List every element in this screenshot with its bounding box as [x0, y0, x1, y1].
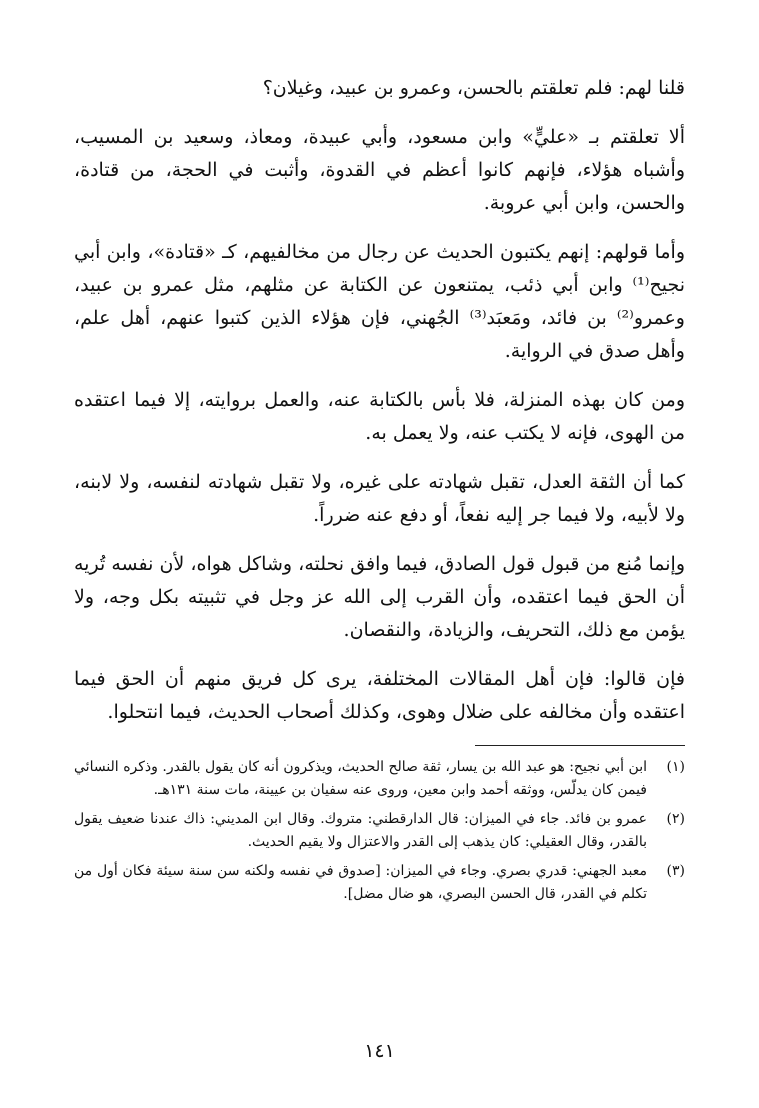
footnote-text: ابن أبي نجيح: هو عبد الله بن يسار، ثقة صالح الحديث، ويذكرون أنه كان يقول بالقدر. وذكره النسائي فيمن كان يدلّس، ووثقه أحمد وابن معين، وروى عنه سفيان بن عيينة، مات سنة ١٣١هـ. — [74, 759, 647, 798]
footnote-number: (٣) — [666, 863, 685, 879]
paragraph-7: فإن قالوا: فإن أهل المقالات المختلفة، يرى كل فريق منهم أن الحق فيما اعتقده وأن مخالفه على ضلال وهوى، وكذلك أصحاب الحديث، فيما انتحلوا. — [74, 668, 685, 723]
footnote-number: (٢) — [666, 811, 685, 827]
paragraph-1: قلنا لهم: فلم تعلقتم بالحسن، وعمرو بن عبيد، وغيلان؟ — [262, 77, 685, 99]
paragraph-4: ومن كان بهذه المنزلة، فلا بأس بالكتابة عنه، والعمل بروايته، إلا فيما اعتقده من الهوى، فإنه لا يكتب عنه، ولا يعمل به. — [74, 389, 685, 444]
footnote-2 — [74, 808, 685, 854]
footnote-3 — [74, 860, 685, 906]
paragraph-6: وإنما مُنع من قبول قول الصادق، فيما وافق نحلته، وشاكل هواه، لأن نفسه تُريه أن الحق فيما اعتقده، وأن القرب إلى الله عز وجل في تثبيته بكل وجه، ولا يؤمن مع ذلك، التحريف، والزيادة، والنقصان. — [74, 553, 685, 641]
paragraph-2: ألا تعلقتم بـ «عليٍّ» وابن مسعود، وأبي عبيدة، ومعاذ، وسعيد بن المسيب، وأشباه هؤلاء، فإنهم كانوا أعظم في القدوة، وأثبت في الحجة، من قتادة، والحسن، وابن أبي عروبة. — [74, 126, 685, 214]
paragraph-3: وأما قولهم: إنهم يكتبون الحديث عن رجال من مخالفيهم، كـ «قتادة»، وابن أبي نجيح⁽¹⁾ وابن أبي ذئب، يمتنعون عن الكتابة عن مثلهم، مثل عمرو بن عبيد، وعمرو⁽²⁾ بن فائد، ومَعبَد⁽³⁾ الجُهني، فإن هؤلاء الذين كتبوا عنهم، أهل علم، وأهل صدق في الرواية. — [74, 241, 685, 362]
page-body — [74, 72, 685, 912]
footnote-divider — [475, 745, 685, 746]
paragraph-5: كما أن الثقة العدل، تقبل شهادته على غيره، ولا تقبل شهادته لنفسه، ولا لابنه، ولا لأبيه، ولا فيما جر إليه نفعاً، أو دفع عنه ضرراً. — [74, 471, 685, 526]
page-number: ١٤١ — [364, 1040, 395, 1062]
footnote-text: عمرو بن فائد. جاء في الميزان: قال الدارقطني: متروك. وقال ابن المديني: ذاك عندنا ضعيف يقول بالقدر، وقال العقيلي: كان يذهب إلى القدر والاعتزال ولا يقيم الحديث. — [74, 811, 647, 850]
footnote-text: معبد الجهني: قدري بصري. وجاء في الميزان: [صدوق في نفسه ولكنه سن سنة سيئة فكان أول من تكلم في القدر، قال الحسن البصري، هو ضال مضل]. — [74, 863, 647, 902]
footnote-1 — [74, 756, 685, 802]
footnote-number: (١) — [666, 759, 685, 775]
